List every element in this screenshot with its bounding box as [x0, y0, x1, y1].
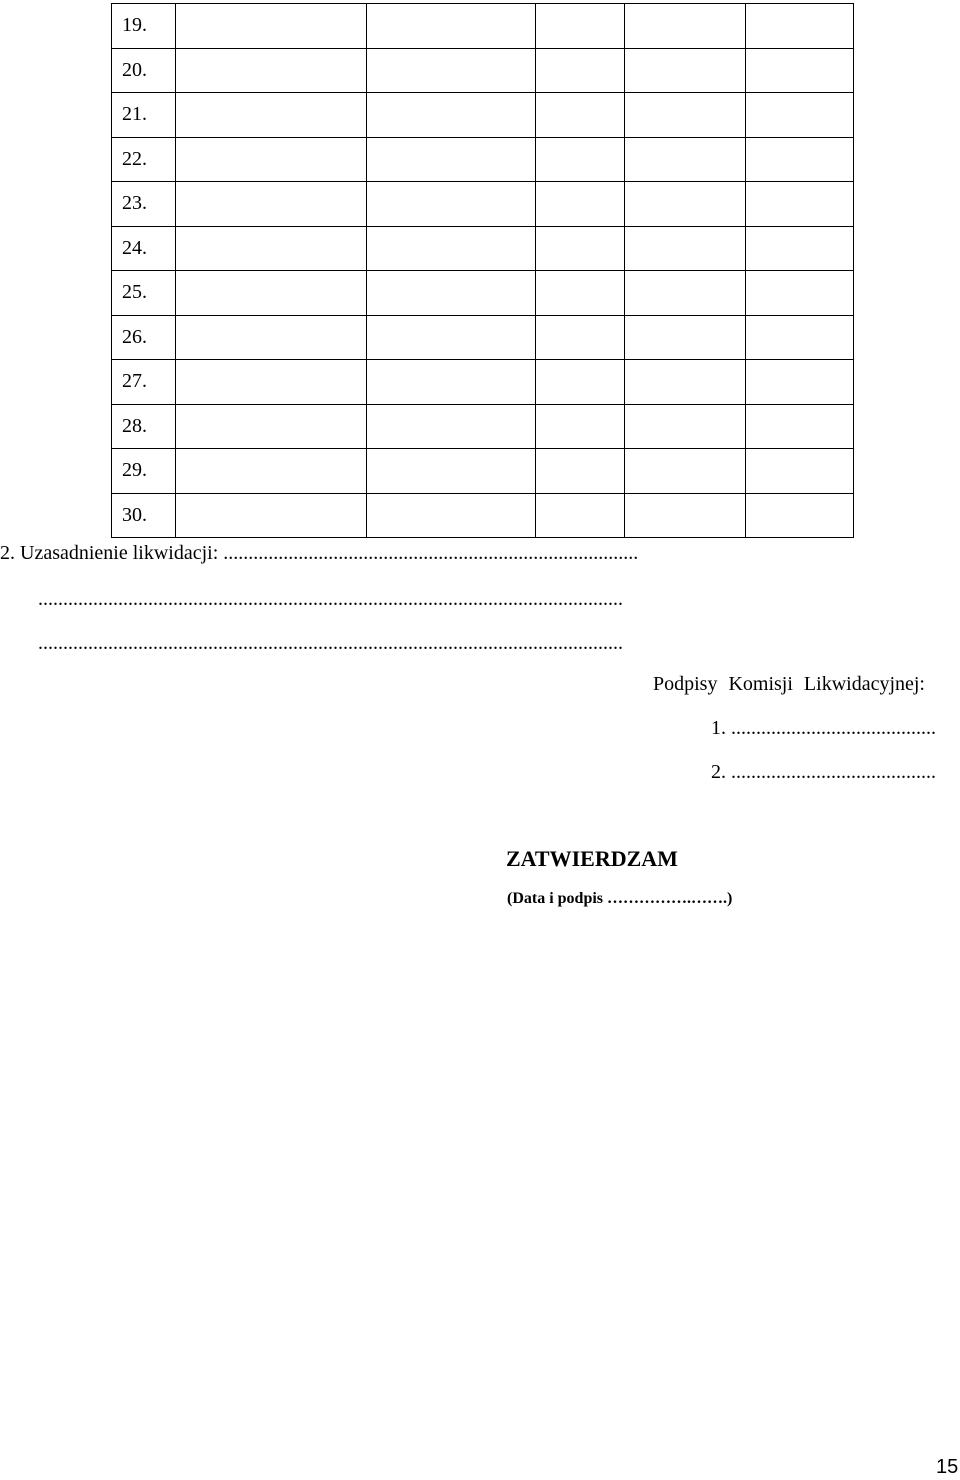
table-row — [112, 4, 854, 49]
empty-cell[interactable] — [536, 182, 625, 227]
empty-cell[interactable] — [176, 226, 367, 271]
signature-line-1: 1. ......................................... — [711, 717, 936, 739]
empty-cell[interactable] — [746, 137, 854, 182]
empty-cell[interactable] — [536, 404, 625, 449]
signature-line-2: 2. ......................................... — [711, 761, 936, 783]
empty-cell[interactable] — [625, 93, 746, 138]
table-row — [112, 449, 854, 494]
empty-cell[interactable] — [367, 493, 536, 538]
empty-cell[interactable] — [625, 449, 746, 494]
table-row — [112, 182, 854, 227]
empty-cell[interactable] — [536, 315, 625, 360]
empty-cell[interactable] — [176, 4, 367, 49]
table-row — [112, 404, 854, 449]
table-row — [112, 48, 854, 93]
empty-cell[interactable] — [536, 93, 625, 138]
empty-cell[interactable] — [746, 4, 854, 49]
empty-cell[interactable] — [746, 315, 854, 360]
empty-cell[interactable] — [367, 137, 536, 182]
row-number: 26. — [112, 315, 176, 360]
row-number: 25. — [112, 271, 176, 316]
empty-cell[interactable] — [625, 360, 746, 405]
empty-cell[interactable] — [536, 137, 625, 182]
row-number: 30. — [112, 493, 176, 538]
empty-cell[interactable] — [625, 182, 746, 227]
empty-cell[interactable] — [367, 360, 536, 405]
empty-cell[interactable] — [536, 493, 625, 538]
row-number: 24. — [112, 226, 176, 271]
empty-cell[interactable] — [367, 404, 536, 449]
empty-cell[interactable] — [176, 182, 367, 227]
empty-cell[interactable] — [176, 493, 367, 538]
justification-label: 2. Uzasadnienie likwidacji: ................................................................................... — [0, 542, 639, 564]
row-number: 27. — [112, 360, 176, 405]
empty-cell[interactable] — [536, 48, 625, 93]
empty-cell[interactable] — [746, 226, 854, 271]
empty-cell[interactable] — [367, 226, 536, 271]
empty-cell[interactable] — [536, 226, 625, 271]
empty-cell[interactable] — [176, 93, 367, 138]
empty-cell[interactable] — [625, 137, 746, 182]
empty-cell[interactable] — [176, 449, 367, 494]
empty-cell[interactable] — [176, 315, 367, 360]
table-row — [112, 137, 854, 182]
justification-dots-line-1: ..................................................................................................................... — [38, 588, 623, 610]
empty-cell[interactable] — [746, 93, 854, 138]
row-number: 19. — [112, 4, 176, 49]
row-number: 23. — [112, 182, 176, 227]
empty-cell[interactable] — [176, 48, 367, 93]
empty-cell[interactable] — [176, 360, 367, 405]
empty-cell[interactable] — [367, 93, 536, 138]
empty-cell[interactable] — [536, 4, 625, 49]
items-table-body — [112, 4, 854, 538]
empty-cell[interactable] — [746, 48, 854, 93]
empty-cell[interactable] — [367, 449, 536, 494]
empty-cell[interactable] — [625, 493, 746, 538]
row-number: 21. — [112, 93, 176, 138]
table-row — [112, 360, 854, 405]
empty-cell[interactable] — [625, 315, 746, 360]
empty-cell[interactable] — [367, 4, 536, 49]
row-number: 22. — [112, 137, 176, 182]
empty-cell[interactable] — [746, 404, 854, 449]
empty-cell[interactable] — [367, 48, 536, 93]
empty-cell[interactable] — [625, 271, 746, 316]
signatures-title: Podpisy Komisji Likwidacyjnej: — [653, 673, 925, 695]
empty-cell[interactable] — [746, 449, 854, 494]
table-row — [112, 226, 854, 271]
row-number: 28. — [112, 404, 176, 449]
empty-cell[interactable] — [536, 271, 625, 316]
table-row — [112, 93, 854, 138]
items-table — [111, 3, 854, 538]
empty-cell[interactable] — [625, 48, 746, 93]
empty-cell[interactable] — [367, 315, 536, 360]
empty-cell[interactable] — [625, 404, 746, 449]
empty-cell[interactable] — [746, 182, 854, 227]
row-number: 29. — [112, 449, 176, 494]
page-number: 15 — [936, 1456, 959, 1478]
empty-cell[interactable] — [176, 137, 367, 182]
empty-cell[interactable] — [536, 360, 625, 405]
justification-dots-line-2: ..................................................................................................................... — [38, 632, 623, 654]
empty-cell[interactable] — [176, 271, 367, 316]
table-row — [112, 271, 854, 316]
empty-cell[interactable] — [746, 271, 854, 316]
empty-cell[interactable] — [625, 4, 746, 49]
row-number: 20. — [112, 48, 176, 93]
empty-cell[interactable] — [176, 404, 367, 449]
table-row — [112, 493, 854, 538]
empty-cell[interactable] — [536, 449, 625, 494]
empty-cell[interactable] — [625, 226, 746, 271]
empty-cell[interactable] — [746, 360, 854, 405]
date-signature-line: (Data i podpis …………….…….) — [507, 890, 733, 907]
table-row — [112, 315, 854, 360]
approval-heading: ZATWIERDZAM — [506, 846, 678, 871]
empty-cell[interactable] — [367, 271, 536, 316]
empty-cell[interactable] — [367, 182, 536, 227]
empty-cell[interactable] — [746, 493, 854, 538]
